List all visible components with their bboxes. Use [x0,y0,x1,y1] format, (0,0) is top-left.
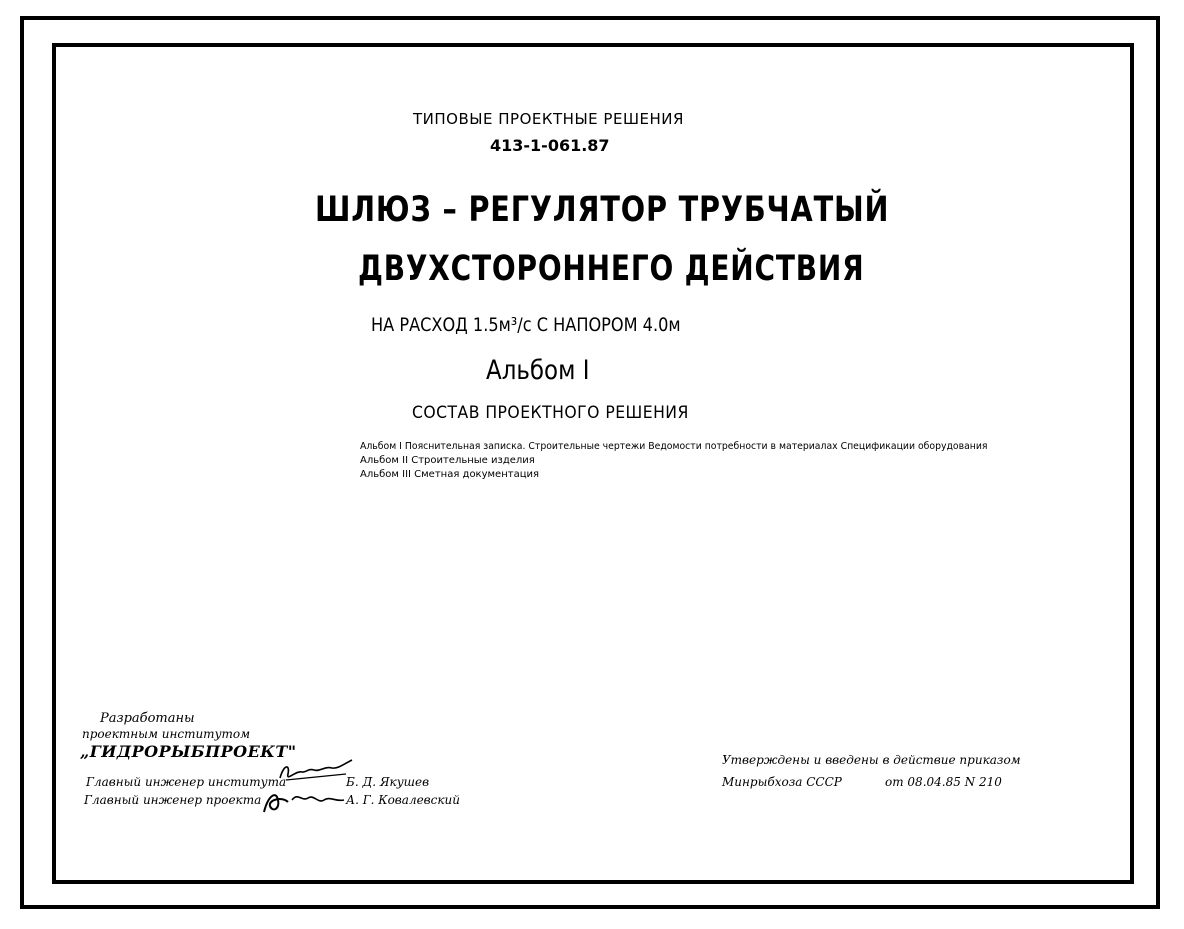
developer-institute-name: „ГИДРОРЫБПРОЕКТ" [80,742,297,761]
title-line-1: ШЛЮЗ – РЕГУЛЯТОР ТРУБЧАТЫЙ [315,190,890,230]
chief-engineer-project-role: Главный инженер проекта [84,793,262,807]
composition-item-album-3: Альбом III Сметная документация [360,469,540,480]
composition-heading: СОСТАВ ПРОЕКТНОГО РЕШЕНИЯ [412,403,689,423]
approval-order-number: от 08.04.85 N 210 [885,775,1002,789]
signature-2 [258,786,348,816]
series-heading: ТИПОВЫЕ ПРОЕКТНЫЕ РЕШЕНИЯ [413,110,684,128]
flow-spec: НА РАСХОД 1.5м³/с С НАПОРОМ 4.0м [371,314,681,336]
composition-list [360,440,1035,482]
project-number: 413-1-061.87 [490,136,610,155]
album-label: Альбом I [486,355,590,386]
composition-item-album-1: Альбом I Пояснительная записка. Строительные чертежи Ведомости потребности в материалах Спецификации оборудования [360,441,988,452]
developer-label: Разработаны [100,711,195,726]
developer-institute-label: проектным институтом [82,727,251,741]
chief-engineer-institute-role: Главный инженер института [86,775,287,789]
title-line-2: ДВУХСТОРОННЕГО ДЕЙСТВИЯ [358,249,865,289]
approval-organization: Минрыбхоза СССР [722,775,842,789]
composition-item-album-2: Альбом II Строительные изделия [360,455,535,466]
chief-engineer-institute-name: Б. Д. Якушев [346,775,430,789]
chief-engineer-project-name: А. Г. Ковалевский [346,793,461,807]
approval-text: Утверждены и введены в действие приказом [722,753,1021,767]
signature-1 [276,758,356,788]
